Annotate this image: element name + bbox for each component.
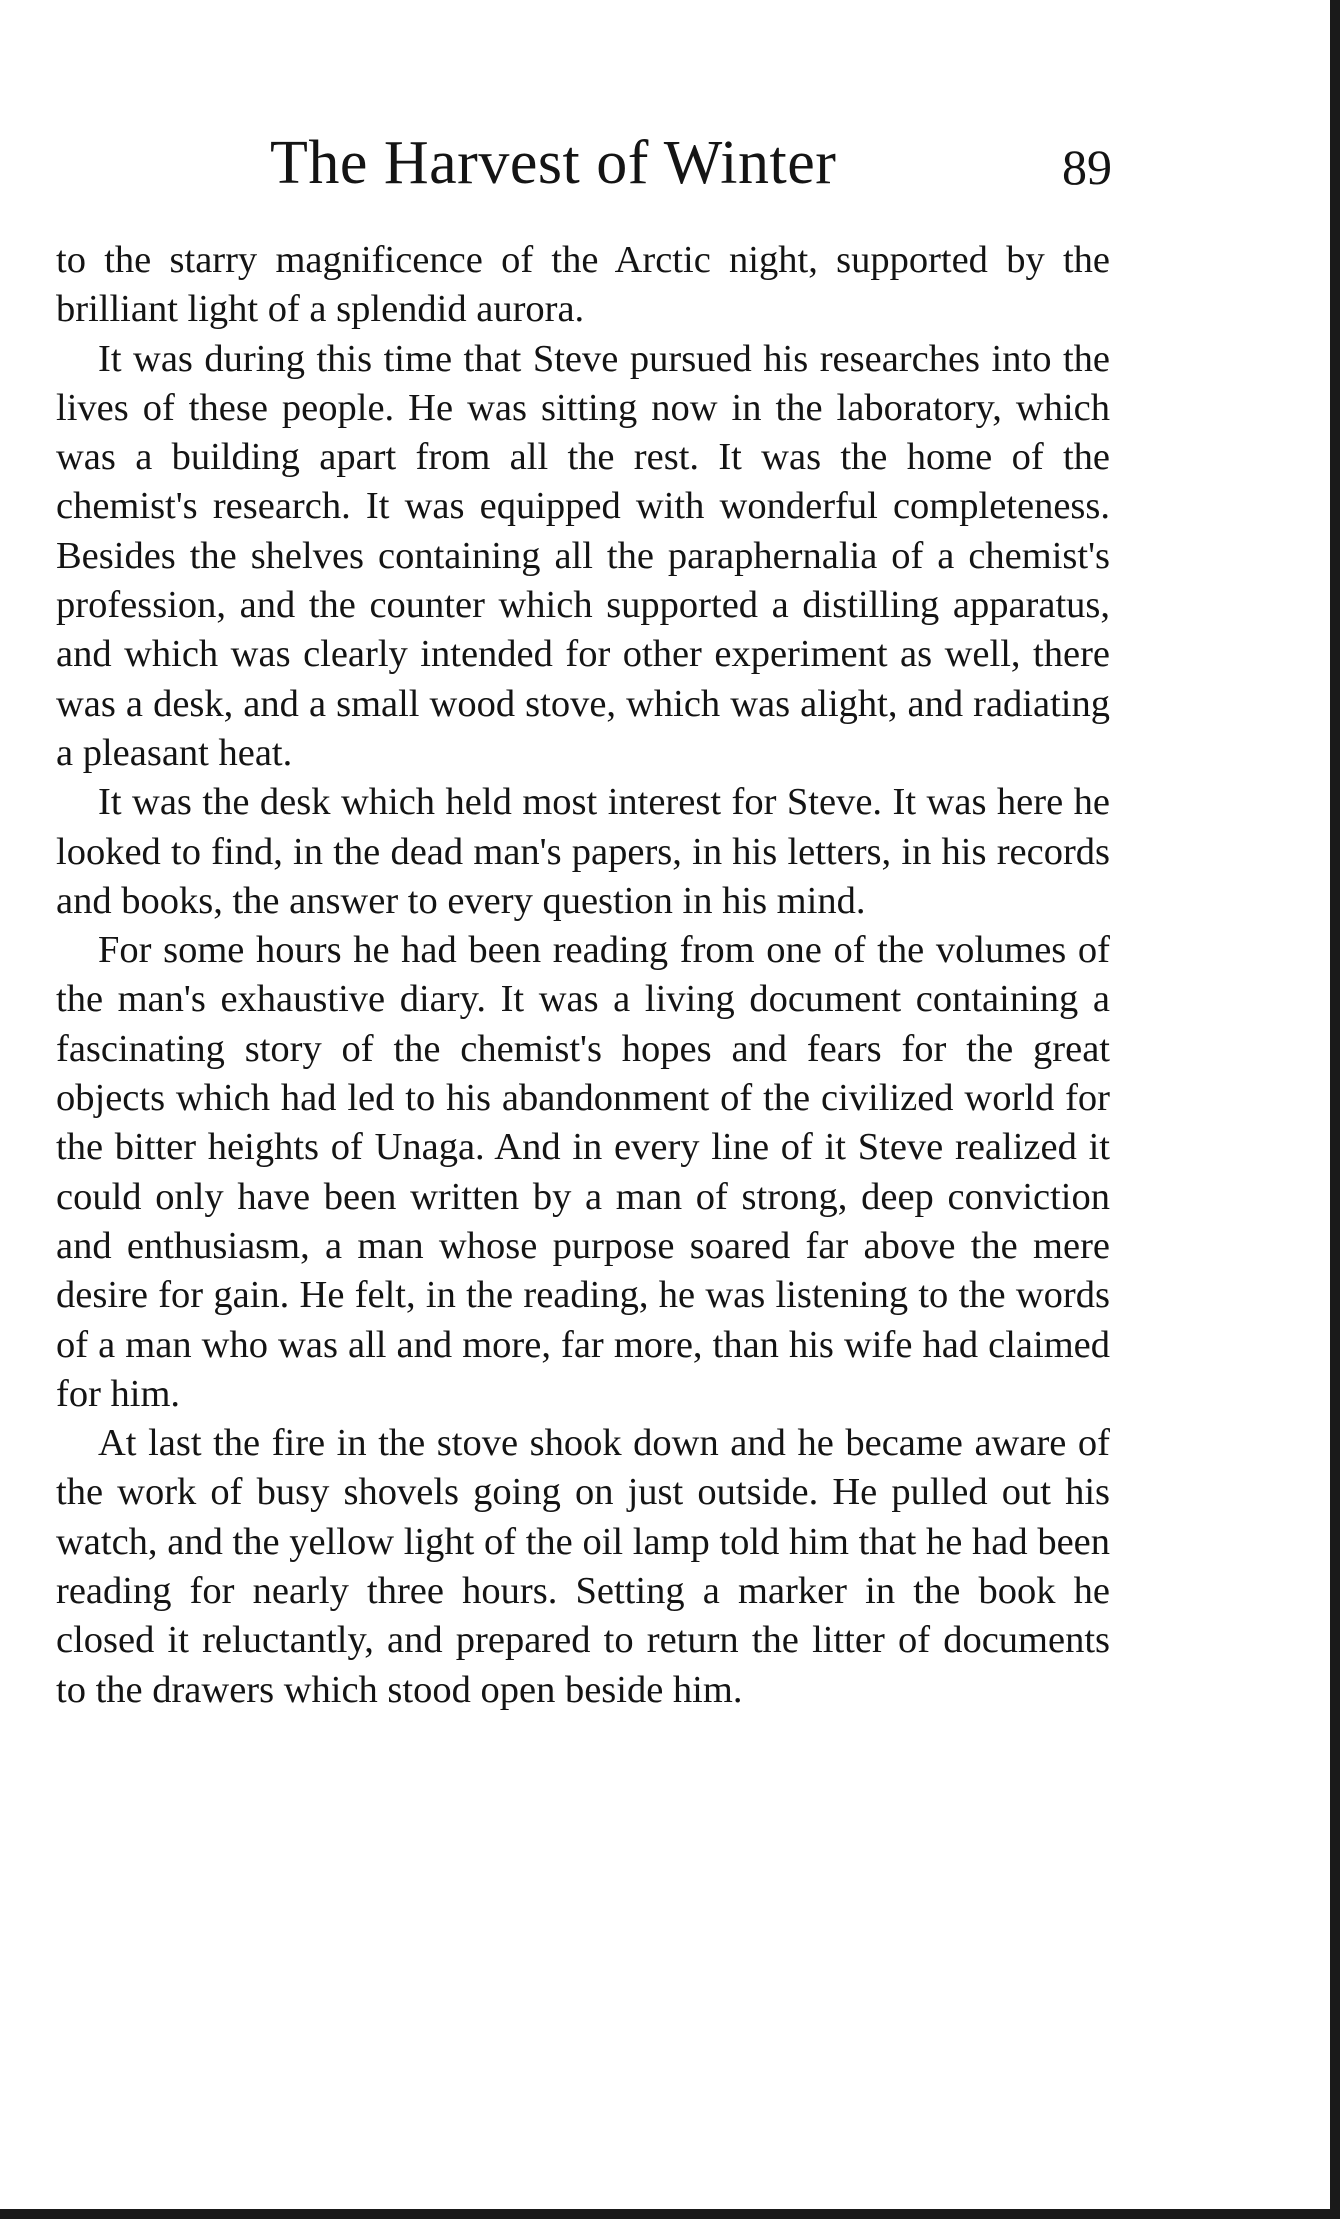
page-number: 89 xyxy=(1062,139,1112,195)
paragraph-stove: At last the fire in the stove shook down and he became aware of the work of busy shovels going on just outside. He pulled out his watch, and the yellow light of the oil lamp told him that he had been reading for nearly three hours. Setting a marker in the book he closed it reluctantly, and prepared to return the litter of documents to the drawers which stood open beside him. xyxy=(56,1422,1110,1711)
scan-edge-bottom xyxy=(0,2209,1340,2219)
paragraph-continuation: to the starry magnificence of the Arctic night, supported by the brilliant light of a splendid aurora. xyxy=(56,239,1110,331)
body-text xyxy=(56,236,1110,1715)
paragraph-desk: It was the desk which held most interest for Steve. It was here he looked to find, in the dead man's papers, in his letters, in his records and books, the answer to every question in his mind. xyxy=(56,781,1110,922)
paragraph-diary: For some hours he had been reading from one of the volumes of the man's exhaustive diary. It was a living document containing a fascinating story of the chemist's hopes and fears for the great objects which had led to his abandonment of the civilized world for the bitter heights of Unaga. And in every line of it Steve realized it could only have been written by a man of strong, deep conviction and enthusiasm, a man whose purpose soared far above the mere desire for gain. He felt, in the reading, he was listening to the words of a man who was all and more, far more, than his wife had claimed for him. xyxy=(56,929,1110,1415)
scan-edge-right xyxy=(1330,0,1340,2219)
running-head xyxy=(0,128,1340,198)
running-title: The Harvest of Winter xyxy=(270,129,837,197)
paragraph-laboratory: It was during this time that Steve pursued his researches into the lives of these people. He was sitting now in the laboratory, which was a building apart from all the rest. It was the home of the chemist's research. It was equipped with wonderful completeness. Besides the shelves containing all the paraphernalia of a chemist's profession, and the counter which supported a distilling apparatus, and which was clearly intended for other experiment as well, there was a desk, and a small wood stove, which was alight, and radiating a pleasant heat. xyxy=(56,337,1110,774)
